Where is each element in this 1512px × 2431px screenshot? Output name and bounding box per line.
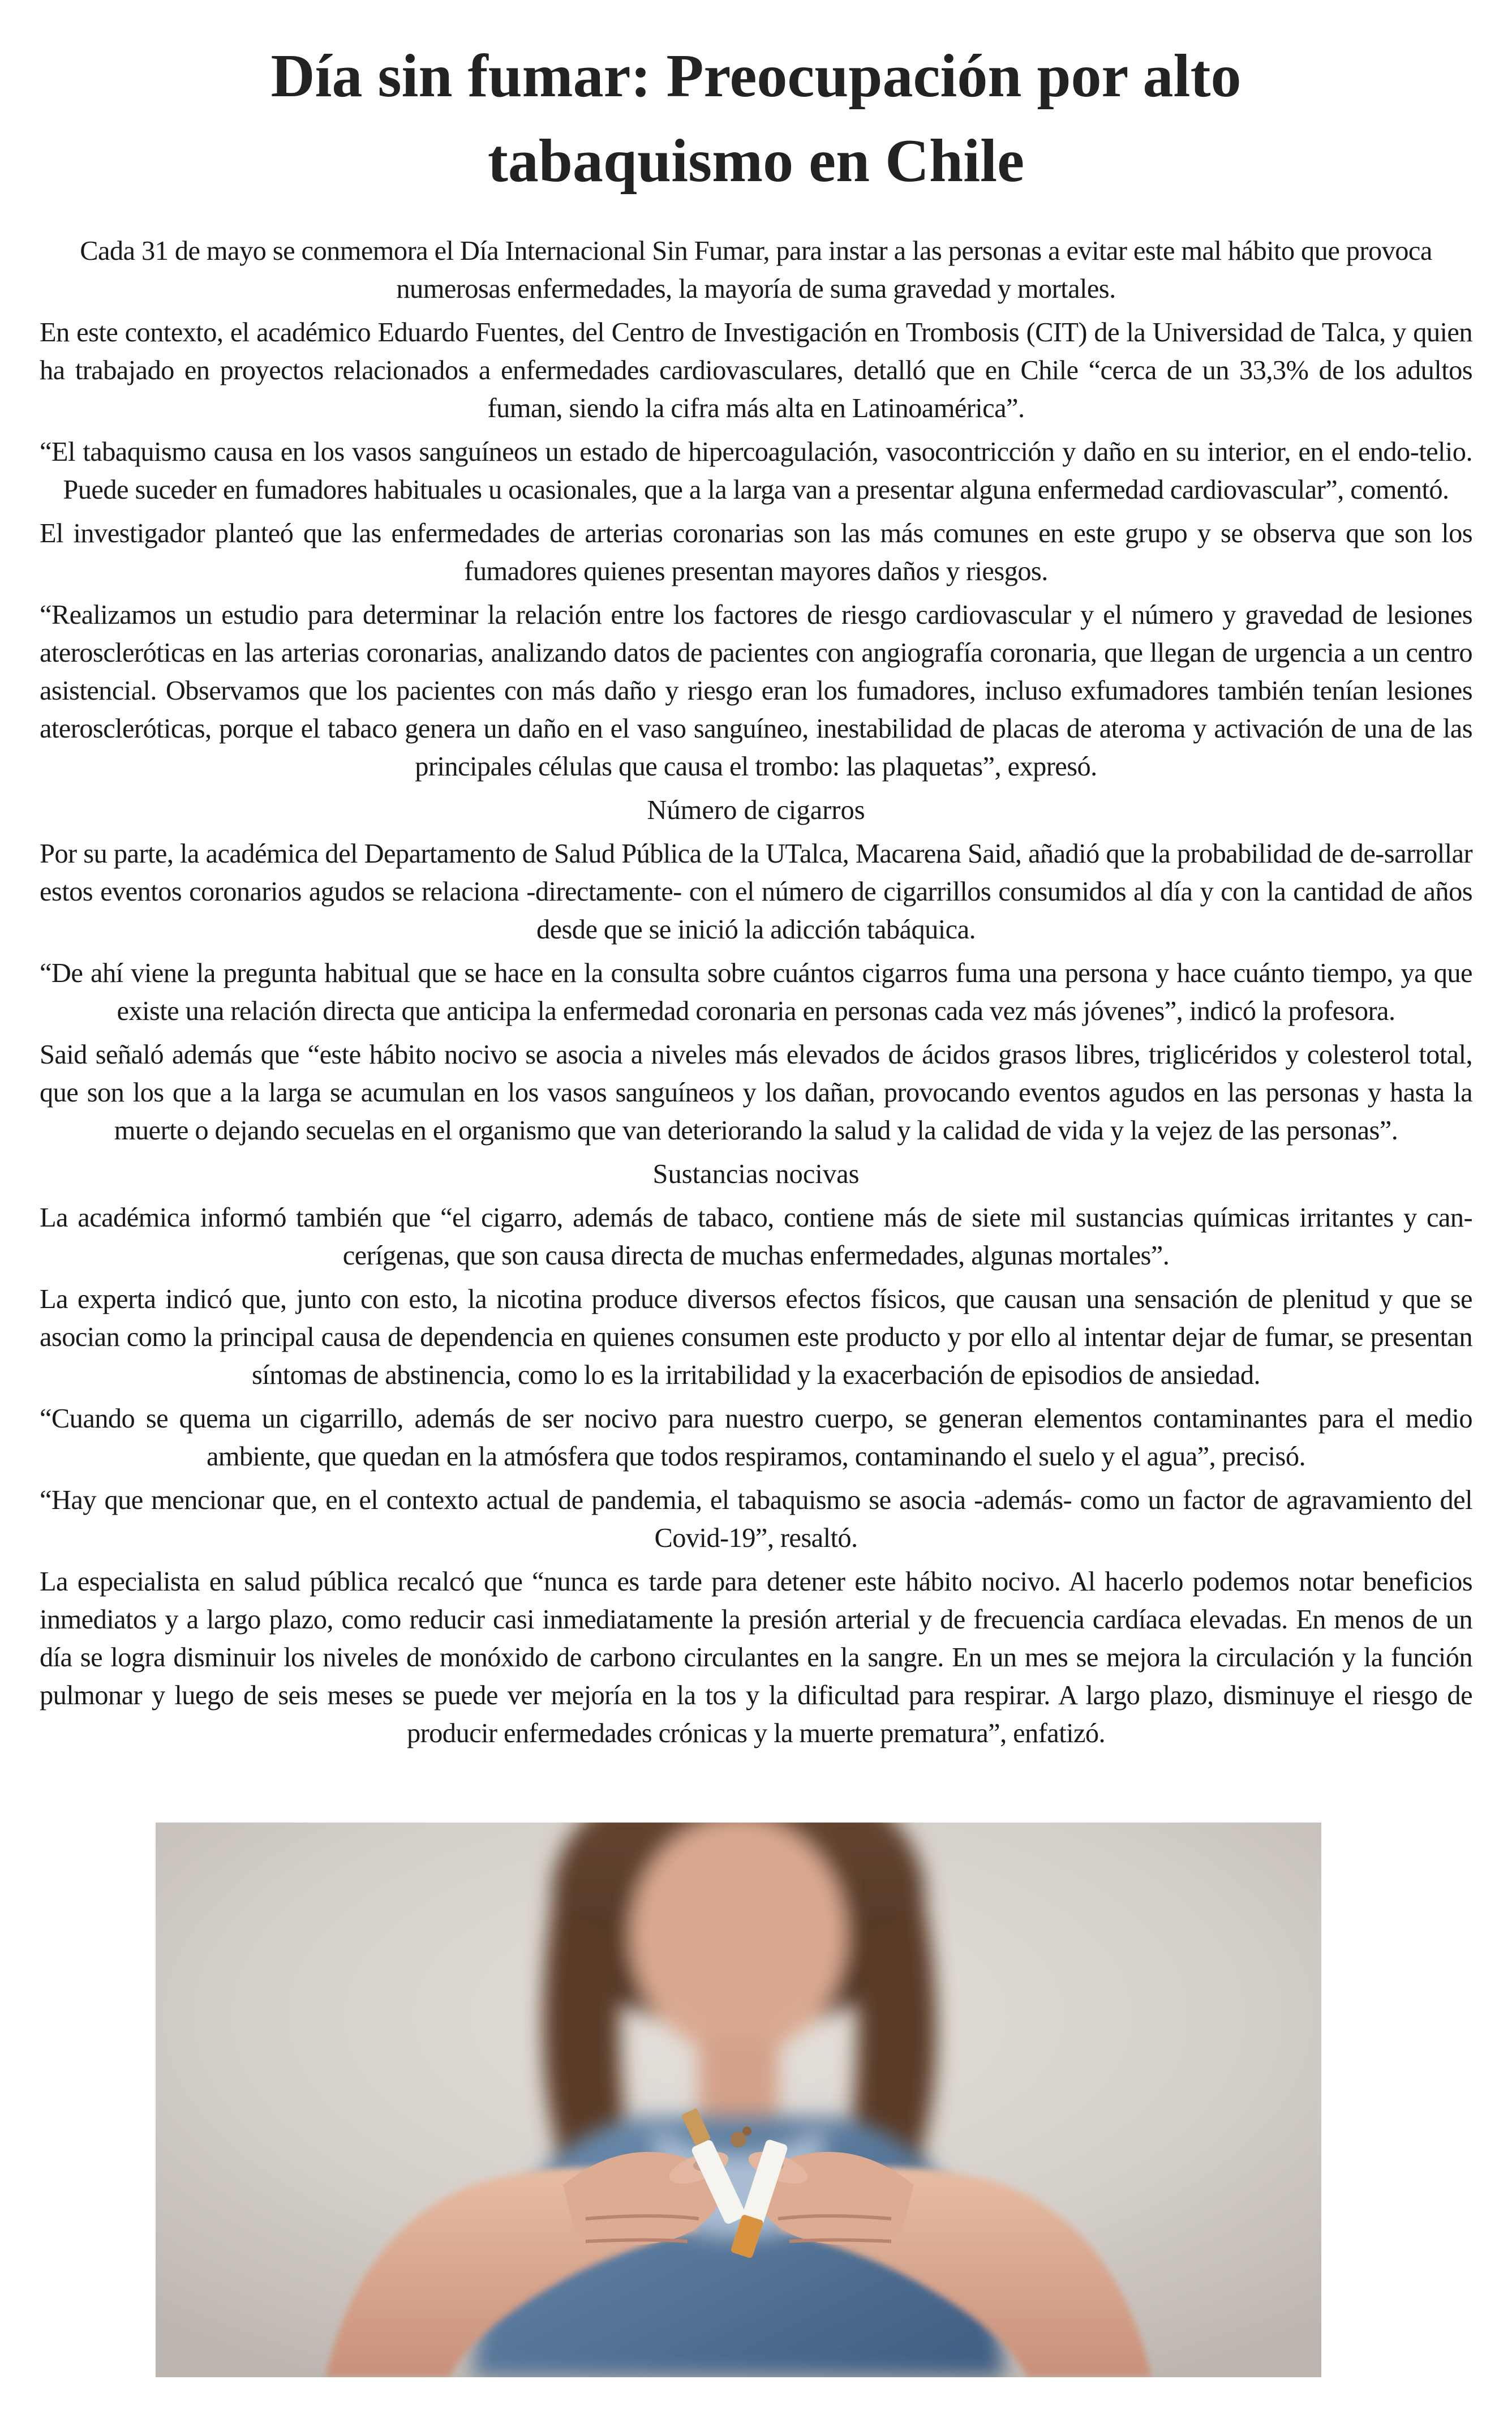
- article: [40, 23, 1472, 1758]
- paragraph: “El tabaquismo causa en los vasos sanguíneos un estado de hipercoagulación, vasocontricción y daño en su interior, en el endo-telio. Puede suceder en fumadores habituales u ocasionales, que a la larga van a presentar alguna enfermedad cardiovascular”, comentó.: [40, 437, 1472, 505]
- woman-breaking-cigarette-illustration: [156, 1823, 1321, 2377]
- paragraph: Por su parte, la académica del Departamento de Salud Pública de la UTalca, Macarena Said, añadió que la probabilidad de de-sarrollar estos eventos coronarios agudos se relaciona -directamente- con el número de cigarrillos consumidos al día y con la cantidad de años desde que se inició la adicción tabáquica.: [40, 839, 1472, 945]
- title-line-2: tabaquismo en Chile: [487, 127, 1025, 195]
- paragraph: El investigador planteó que las enfermedades de arterias coronarias son las más comunes en este grupo y se observa que son los fumadores quienes presentan mayores daños y riesgos.: [40, 518, 1472, 586]
- article-body: [40, 232, 1472, 1752]
- paragraph: “Hay que mencionar que, en el contexto actual de pandemia, el tabaquismo se asocia -además- como un factor de agravamiento del Covid-19”, resaltó.: [40, 1485, 1472, 1553]
- paragraph: “Cuando se quema un cigarrillo, además de ser nocivo para nuestro cuerpo, se generan elementos contaminantes para el medio ambiente, que quedan en la atmósfera que todos respiramos, contaminando el suelo y el agua”, precisó.: [40, 1404, 1472, 1472]
- paragraph: La experta indicó que, junto con esto, la nicotina produce diversos efectos físicos, que causan una sensación de plenitud y que se asocian como la principal causa de dependencia en quienes consumen este producto y por ello al intentar dejar de fumar, se presentan síntomas de abstinencia, como lo es la irritabilidad y la exacerbación de episodios de ansiedad.: [40, 1284, 1472, 1390]
- article-photo: [156, 1823, 1321, 2377]
- title-line-1: Día sin fumar: Preocupación por alto: [270, 42, 1242, 110]
- paragraph-intro: Cada 31 de mayo se conmemora el Día Internacional Sin Fumar, para instar a las personas a evitar este mal hábito que provoca numerosas enfermedades, la mayoría de suma gravedad y mortales.: [80, 236, 1432, 304]
- paragraph: La especialista en salud pública recalcó que “nunca es tarde para detener este hábito nocivo. Al hacerlo podemos notar beneficios inmediatos y a largo plazo, como reducir casi inmediatamente la presión arterial y de frecuencia cardíaca elevadas. En menos de un día se logra disminuir los niveles de monóxido de carbono circulantes en la sangre. En un mes se mejora la circulación y la función pulmonar y luego de seis meses se puede ver mejoría en la tos y la dificultad para respirar. A largo plazo, disminuye el riesgo de producir enfermedades crónicas y la muerte prematura”, enfatizó.: [40, 1567, 1472, 1748]
- article-title: [40, 23, 1472, 204]
- paragraph: Said señaló además que “este hábito nocivo se asocia a niveles más elevados de ácidos grasos libres, triglicéridos y colesterol total, que son los que a la larga se acumulan en los vasos sanguíneos y los dañan, provocando eventos agudos en las personas y hasta la muerte o dejando secuelas en el organismo que van deteriorando la salud y la calidad de vida y la vejez de las personas”.: [40, 1040, 1472, 1146]
- paragraph: En este contexto, el académico Eduardo Fuentes, del Centro de Investigación en Trombosis (CIT) de la Universidad de Talca, y quien ha trabajado en proyectos relacionados a enfermedades cardiovasculares, detalló que en Chile “cerca de un 33,3% de los adultos fuman, siendo la cifra más alta en Latinoamérica”.: [40, 318, 1472, 423]
- paragraph: La académica informó también que “el cigarro, además de tabaco, contiene más de siete mil sustancias químicas irritantes y can-cerígenas, que son causa directa de muchas enfermedades, algunas mortales”.: [40, 1203, 1472, 1271]
- subheading-sustancias-nocivas: Sustancias nocivas: [652, 1159, 860, 1189]
- paragraph: “De ahí viene la pregunta habitual que se hace en la consulta sobre cuántos cigarros fuma una persona y hace cuánto tiempo, ya que existe una relación directa que anticipa la enfermedad coronaria en personas cada vez más jóvenes”, indicó la profesora.: [40, 958, 1472, 1026]
- subheading-numero-de-cigarros: Número de cigarros: [647, 795, 865, 825]
- paragraph: “Realizamos un estudio para determinar la relación entre los factores de riesgo cardiovascular y el número y gravedad de lesiones ateroscleróticas en las arterias coronarias, analizando datos de pacientes con angiografía coronaria, que llegan de urgencia a un centro asistencial. Observamos que los pacientes con más daño y riesgo eran los fumadores, incluso exfumadores también tenían lesiones ateroscleróticas, porque el tabaco genera un daño en el vaso sanguíneo, inestabilidad de placas de ateroma y activación de una de las principales células que causa el trombo: las plaquetas”, expresó.: [40, 600, 1472, 782]
